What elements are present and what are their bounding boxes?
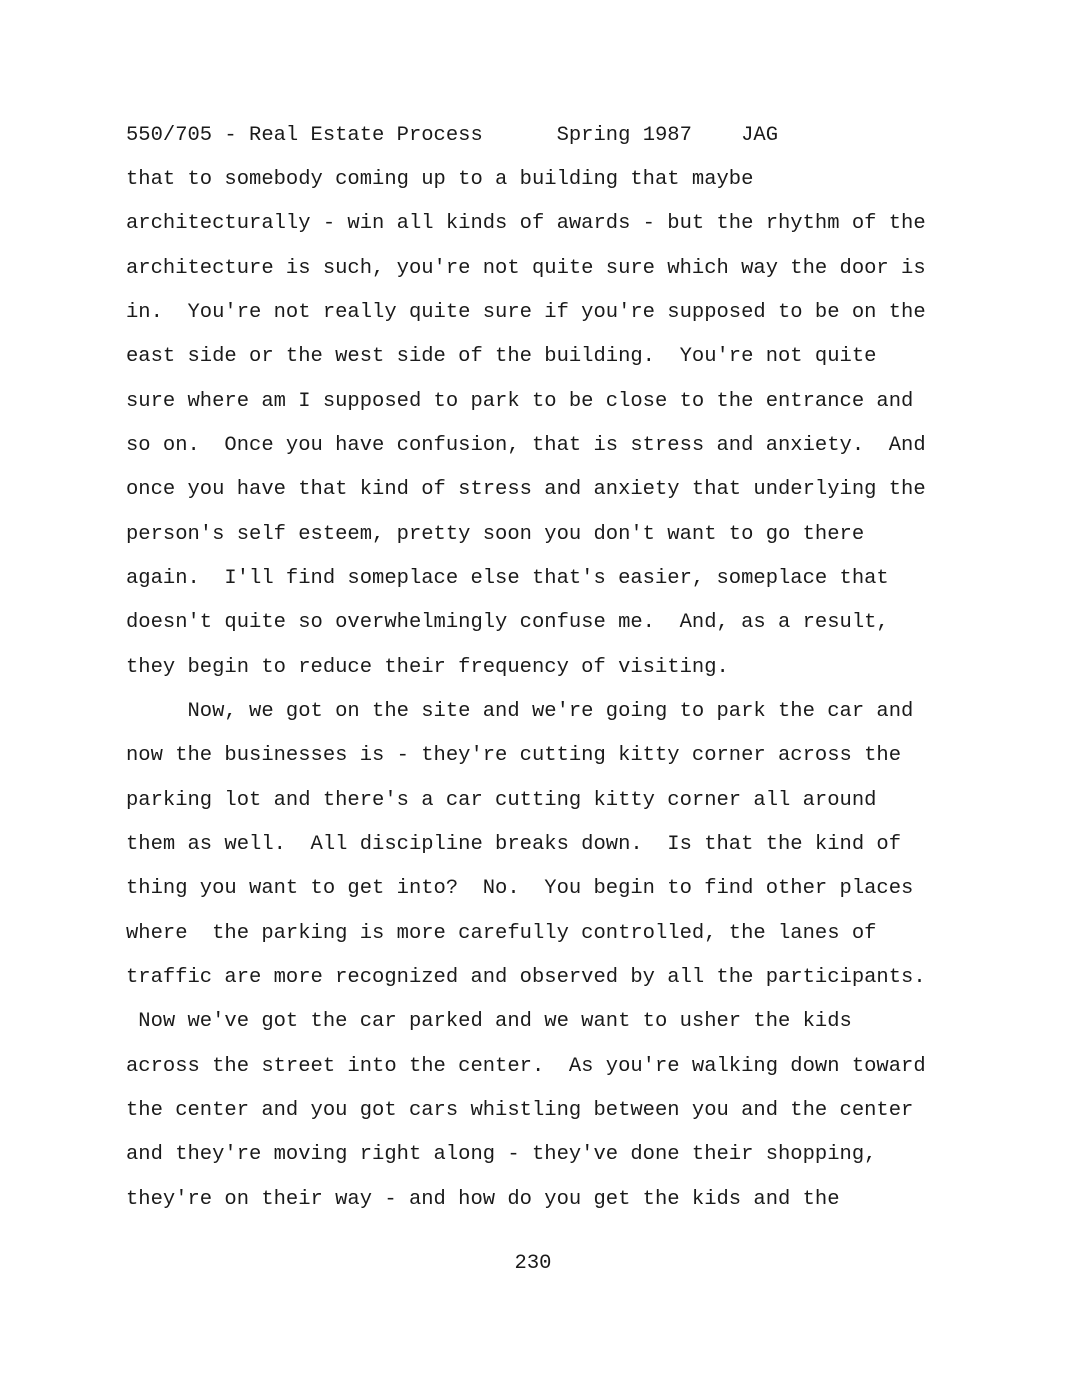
text-line: Now we've got the car parked and we want to usher the kids [126, 1010, 852, 1033]
text-line: architecture is such, you're not quite sure which way the door is [126, 257, 926, 280]
text-line: east side or the west side of the building. You're not quite [126, 345, 877, 368]
page-number: 230 [514, 1252, 552, 1275]
text-line: parking lot and there's a car cutting kitty corner all around [126, 789, 877, 812]
text-line: they're on their way - and how do you get the kids and the [126, 1188, 840, 1211]
text-line: doesn't quite so overwhelmingly confuse me. And, as a result, [126, 611, 889, 634]
text-line: that to somebody coming up to a building that maybe [126, 168, 754, 191]
text-line: person's self esteem, pretty soon you don't want to go there [126, 523, 865, 546]
text-line: the center and you got cars whistling between you and the center [126, 1099, 914, 1122]
initials-label: JAG [741, 124, 779, 147]
text-line: across the street into the center. As you're walking down toward [126, 1055, 926, 1078]
text-line: again. I'll find someplace else that's easier, someplace that [126, 567, 889, 590]
text-line: they begin to reduce their frequency of visiting. [126, 656, 729, 679]
text-line: sure where am I supposed to park to be close to the entrance and [126, 390, 914, 413]
course-title: 550/705 - Real Estate Process [126, 124, 483, 147]
text-line: in. You're not really quite sure if you're supposed to be on the [126, 301, 926, 324]
text-line: architecturally - win all kinds of awards - but the rhythm of the [126, 212, 926, 235]
term-label: Spring 1987 [556, 124, 692, 147]
text-line: Now, we got on the site and we're going to park the car and [126, 700, 914, 723]
page-header [126, 124, 778, 148]
text-line: once you have that kind of stress and anxiety that underlying the [126, 478, 926, 501]
text-line: where the parking is more carefully controlled, the lanes of [126, 922, 877, 945]
text-line: now the businesses is - they're cutting kitty corner across the [126, 744, 902, 767]
text-line: so on. Once you have confusion, that is stress and anxiety. And [126, 434, 926, 457]
text-line: traffic are more recognized and observed by all the participants. [126, 966, 926, 989]
text-line: them as well. All discipline breaks down. Is that the kind of [126, 833, 902, 856]
text-line: and they're moving right along - they've done their shopping, [126, 1143, 877, 1166]
text-line: thing you want to get into? No. You begin to find other places [126, 877, 914, 900]
